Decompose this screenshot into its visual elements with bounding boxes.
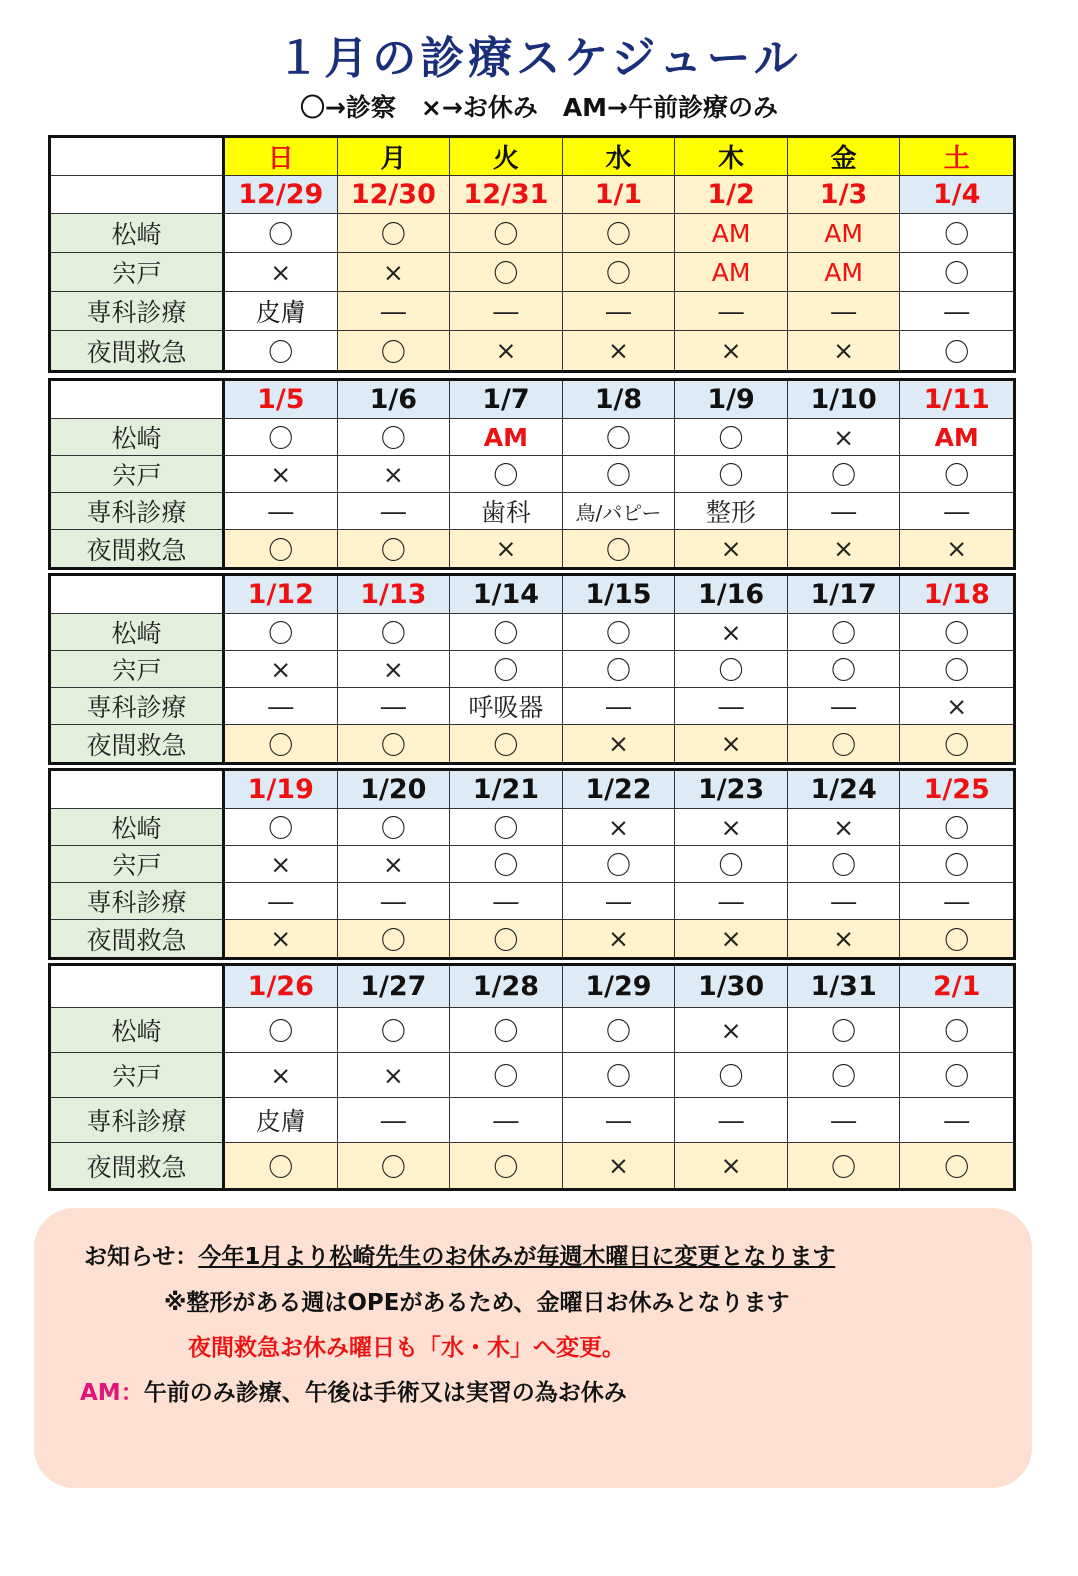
date-cell: 1/26	[225, 966, 338, 1008]
schedule-cell: ―	[900, 292, 1013, 331]
schedule-cell: ―	[788, 292, 901, 331]
page-title: １月の診療スケジュール	[276, 33, 802, 84]
schedule-cell: ×	[788, 530, 901, 567]
row-label: 宍戸	[51, 651, 225, 688]
schedule-cell: 〇	[900, 331, 1013, 370]
row-label: 宍戸	[51, 846, 225, 883]
schedule-cell: AM	[450, 419, 563, 456]
schedule-cell: 〇	[563, 419, 676, 456]
header-blank-cell	[51, 138, 225, 176]
row-label: 専科診療	[51, 1098, 225, 1143]
date-cell: 1/30	[675, 966, 788, 1008]
schedule-cell: 〇	[900, 809, 1013, 846]
schedule-cell: 〇	[450, 846, 563, 883]
schedule-cell: 〇	[225, 331, 338, 370]
schedule-cell: 〇	[563, 456, 676, 493]
schedule-cell: 〇	[900, 846, 1013, 883]
schedule-cell: 〇	[788, 1008, 901, 1053]
date-cell: 1/10	[788, 381, 901, 419]
schedule-cell: ―	[225, 493, 338, 530]
week-table-4	[48, 768, 1016, 960]
row-label: 夜間救急	[51, 530, 225, 567]
date-row-blank-cell	[51, 381, 225, 419]
date-cell: 1/19	[225, 771, 338, 809]
date-cell: 1/29	[563, 966, 676, 1008]
schedule-cell: 〇	[675, 456, 788, 493]
notice-text-1: 今年1月より松崎先生のお休みが毎週木曜日に変更となります	[198, 1244, 836, 1270]
schedule-cell: ―	[338, 292, 451, 331]
schedule-cell: ―	[675, 688, 788, 725]
date-cell: 1/27	[338, 966, 451, 1008]
schedule-cell: 〇	[450, 1053, 563, 1098]
date-cell: 1/9	[675, 381, 788, 419]
schedule-cell: ―	[788, 883, 901, 920]
date-cell: 1/2	[675, 176, 788, 214]
schedule-cell: 〇	[338, 725, 451, 762]
schedule-cell: ×	[225, 456, 338, 493]
date-cell: 12/31	[450, 176, 563, 214]
row-label: 夜間救急	[51, 331, 225, 370]
date-cell: 1/12	[225, 576, 338, 614]
schedule-cell: ×	[900, 688, 1013, 725]
date-cell: 1/22	[563, 771, 676, 809]
date-row-blank-cell	[51, 966, 225, 1008]
schedule-cell: ×	[675, 331, 788, 370]
schedule-cell: ―	[225, 688, 338, 725]
schedule-cell: ×	[788, 920, 901, 957]
row-label: 夜間救急	[51, 1143, 225, 1188]
schedule-cell: ―	[338, 688, 451, 725]
date-cell: 12/29	[225, 176, 338, 214]
schedule-cell: ×	[788, 419, 901, 456]
row-label: 松崎	[51, 214, 225, 253]
schedule-cell: 〇	[788, 846, 901, 883]
schedule-cell: ―	[675, 1098, 788, 1143]
schedule-cell: ×	[788, 809, 901, 846]
row-label: 宍戸	[51, 456, 225, 493]
schedule-cell: 〇	[675, 651, 788, 688]
date-cell: 1/25	[900, 771, 1013, 809]
schedule-cell: ×	[225, 846, 338, 883]
schedule-cell: ―	[338, 493, 451, 530]
schedule-cell: AM	[788, 253, 901, 292]
schedule-cell: 〇	[450, 614, 563, 651]
notice-label: お知らせ：	[84, 1244, 199, 1270]
schedule-cell: ―	[900, 883, 1013, 920]
schedule-cell: 皮膚	[225, 1098, 338, 1143]
schedule-cell: 〇	[900, 614, 1013, 651]
date-row-blank-cell	[51, 176, 225, 214]
schedule-cell: 〇	[900, 1053, 1013, 1098]
schedule-cell: ×	[675, 530, 788, 567]
date-cell: 1/3	[788, 176, 901, 214]
schedule-cell: ―	[450, 883, 563, 920]
schedule-cell: 〇	[900, 920, 1013, 957]
schedule-cell: ×	[338, 846, 451, 883]
schedule-cell: 〇	[225, 1143, 338, 1188]
date-row-blank-cell	[51, 771, 225, 809]
row-label: 夜間救急	[51, 920, 225, 957]
schedule-cell: ×	[450, 530, 563, 567]
schedule-cell: 〇	[338, 331, 451, 370]
schedule-cell: ×	[675, 725, 788, 762]
date-cell: 1/7	[450, 381, 563, 419]
weekday-header: 金	[788, 138, 901, 176]
week-table-2	[48, 378, 1016, 570]
schedule-cell: 〇	[563, 651, 676, 688]
schedule-cell: 〇	[450, 809, 563, 846]
schedule-cell: 〇	[225, 614, 338, 651]
schedule-cell: 〇	[563, 1053, 676, 1098]
schedule-cell: ×	[225, 253, 338, 292]
schedule-cell: ×	[563, 331, 676, 370]
schedule-cell: ×	[675, 1143, 788, 1188]
schedule-cell: 〇	[788, 651, 901, 688]
weekday-header: 月	[338, 138, 451, 176]
date-cell: 1/13	[338, 576, 451, 614]
schedule-cell: 〇	[788, 456, 901, 493]
schedule-cell: ―	[338, 883, 451, 920]
schedule-cell: AM	[675, 253, 788, 292]
schedule-cell: ―	[900, 1098, 1013, 1143]
notice-text-4: 午前のみ診療、午後は手術又は実習の為お休み	[143, 1380, 627, 1406]
schedule-cell: 皮膚	[225, 292, 338, 331]
weekday-header: 火	[450, 138, 563, 176]
date-cell: 1/31	[788, 966, 901, 1008]
schedule-cell: 〇	[900, 651, 1013, 688]
schedule-cell: ×	[563, 725, 676, 762]
date-cell: 1/11	[900, 381, 1013, 419]
date-cell: 1/16	[675, 576, 788, 614]
schedule-cell: ―	[788, 493, 901, 530]
schedule-cell: ―	[563, 292, 676, 331]
schedule-cell: 〇	[788, 725, 901, 762]
schedule-cell: 〇	[450, 725, 563, 762]
notice-line-3: 夜間救急お休み曜日も「水・木」へ変更。	[188, 1335, 625, 1361]
date-cell: 1/8	[563, 381, 676, 419]
schedule-cell: 〇	[338, 809, 451, 846]
schedule-cell: ―	[450, 1098, 563, 1143]
schedule-cell: ×	[675, 1008, 788, 1053]
date-cell: 1/1	[563, 176, 676, 214]
schedule-cell: 〇	[225, 809, 338, 846]
date-cell: 1/14	[450, 576, 563, 614]
schedule-cell: 〇	[450, 1008, 563, 1053]
row-label: 宍戸	[51, 1053, 225, 1098]
schedule-cell: 〇	[563, 846, 676, 883]
schedule-cell: ―	[450, 292, 563, 331]
schedule-cell: 〇	[450, 253, 563, 292]
date-cell: 1/20	[338, 771, 451, 809]
schedule-cell: AM	[675, 214, 788, 253]
schedule-cell: 〇	[900, 214, 1013, 253]
notice-line-2: ※整形がある週はOPEがあるため、金曜日お休みとなります	[164, 1290, 790, 1316]
schedule-cell: 〇	[563, 253, 676, 292]
date-row-blank-cell	[51, 576, 225, 614]
schedule-cell: 〇	[900, 725, 1013, 762]
schedule-cell: 〇	[225, 530, 338, 567]
schedule-cell: 〇	[450, 1143, 563, 1188]
schedule-cell: 〇	[675, 1053, 788, 1098]
schedule-cell: ×	[450, 331, 563, 370]
schedule-cell: 〇	[338, 614, 451, 651]
row-label: 宍戸	[51, 253, 225, 292]
date-cell: 1/6	[338, 381, 451, 419]
schedule-cell: AM	[900, 419, 1013, 456]
schedule-cell: ×	[338, 1053, 451, 1098]
schedule-cell: 〇	[675, 419, 788, 456]
weekday-header: 木	[675, 138, 788, 176]
date-cell: 1/18	[900, 576, 1013, 614]
schedule-cell: 〇	[900, 1143, 1013, 1188]
row-label: 夜間救急	[51, 725, 225, 762]
weekday-header: 土	[900, 138, 1013, 176]
notice-line-4	[80, 1374, 627, 1407]
schedule-cell: 〇	[900, 1008, 1013, 1053]
row-label: 松崎	[51, 419, 225, 456]
schedule-cell: ―	[563, 688, 676, 725]
schedule-cell: 〇	[563, 530, 676, 567]
schedule-cell: ×	[338, 651, 451, 688]
schedule-cell: 〇	[563, 614, 676, 651]
schedule-cell: ―	[563, 1098, 676, 1143]
schedule-cell: 鳥/パピー	[563, 493, 676, 530]
schedule-cell: ×	[900, 530, 1013, 567]
schedule-cell: 〇	[338, 419, 451, 456]
date-cell: 1/5	[225, 381, 338, 419]
date-cell: 1/24	[788, 771, 901, 809]
schedule-cell: ―	[225, 883, 338, 920]
schedule-cell: 〇	[338, 214, 451, 253]
row-label: 松崎	[51, 809, 225, 846]
schedule-cell: 〇	[225, 725, 338, 762]
weekday-header: 水	[563, 138, 676, 176]
schedule-cell: 〇	[450, 920, 563, 957]
week-table-3	[48, 573, 1016, 765]
row-label: 専科診療	[51, 493, 225, 530]
schedule-cell: 〇	[900, 253, 1013, 292]
date-cell: 1/28	[450, 966, 563, 1008]
week-table-5	[48, 963, 1016, 1191]
date-cell: 2/1	[900, 966, 1013, 1008]
schedule-cell: ×	[788, 331, 901, 370]
schedule-cell: ―	[900, 493, 1013, 530]
schedule-cell: 〇	[563, 214, 676, 253]
schedule-cell: ×	[675, 614, 788, 651]
schedule-cell: ×	[338, 456, 451, 493]
schedule-cell: 〇	[900, 456, 1013, 493]
date-cell: 1/4	[900, 176, 1013, 214]
schedule-cell: 〇	[675, 846, 788, 883]
date-cell: 1/17	[788, 576, 901, 614]
schedule-cell: 呼吸器	[450, 688, 563, 725]
schedule-cell: ―	[788, 1098, 901, 1143]
schedule-cell: ×	[563, 1143, 676, 1188]
schedule-cell: ×	[563, 920, 676, 957]
schedule-cell: 〇	[450, 214, 563, 253]
schedule-cell: 歯科	[450, 493, 563, 530]
schedule-cell: ×	[225, 920, 338, 957]
schedule-cell: ―	[563, 883, 676, 920]
schedule-cell: 〇	[225, 1008, 338, 1053]
schedule-cell: 〇	[788, 1143, 901, 1188]
schedule-cell: ―	[675, 883, 788, 920]
schedule-cell: AM	[788, 214, 901, 253]
schedule-cell: ×	[225, 651, 338, 688]
schedule-cell: ×	[675, 809, 788, 846]
schedule-cell: 〇	[450, 651, 563, 688]
schedule-cell: 〇	[563, 1008, 676, 1053]
legend: 〇→診察 ×→お休み AM→午前診療のみ	[299, 93, 779, 122]
row-label: 松崎	[51, 1008, 225, 1053]
schedule-cell: 〇	[338, 1143, 451, 1188]
schedule-cell: ×	[338, 253, 451, 292]
schedule-cell: 〇	[225, 214, 338, 253]
schedule-cell: 整形	[675, 493, 788, 530]
date-cell: 1/15	[563, 576, 676, 614]
schedule-cell: ―	[675, 292, 788, 331]
schedule-cell: 〇	[225, 419, 338, 456]
notice-box	[34, 1208, 1032, 1488]
schedule-cell: 〇	[338, 920, 451, 957]
row-label: 専科診療	[51, 688, 225, 725]
am-label: AM：	[80, 1380, 144, 1406]
date-cell: 1/23	[675, 771, 788, 809]
schedule-cell: ×	[563, 809, 676, 846]
schedule-cell: ―	[338, 1098, 451, 1143]
notice-line-1	[84, 1238, 835, 1271]
date-cell: 1/21	[450, 771, 563, 809]
schedule-cell: 〇	[338, 530, 451, 567]
schedule-cell: ×	[675, 920, 788, 957]
schedule-cell: 〇	[338, 1008, 451, 1053]
date-cell: 12/30	[338, 176, 451, 214]
schedule-cell: 〇	[788, 614, 901, 651]
row-label: 専科診療	[51, 883, 225, 920]
week-table-1	[48, 135, 1016, 373]
schedule-cell: 〇	[450, 456, 563, 493]
schedule-cell: ―	[788, 688, 901, 725]
row-label: 松崎	[51, 614, 225, 651]
weekday-header: 日	[225, 138, 338, 176]
schedule-cell: 〇	[788, 1053, 901, 1098]
row-label: 専科診療	[51, 292, 225, 331]
schedule-cell: ×	[225, 1053, 338, 1098]
